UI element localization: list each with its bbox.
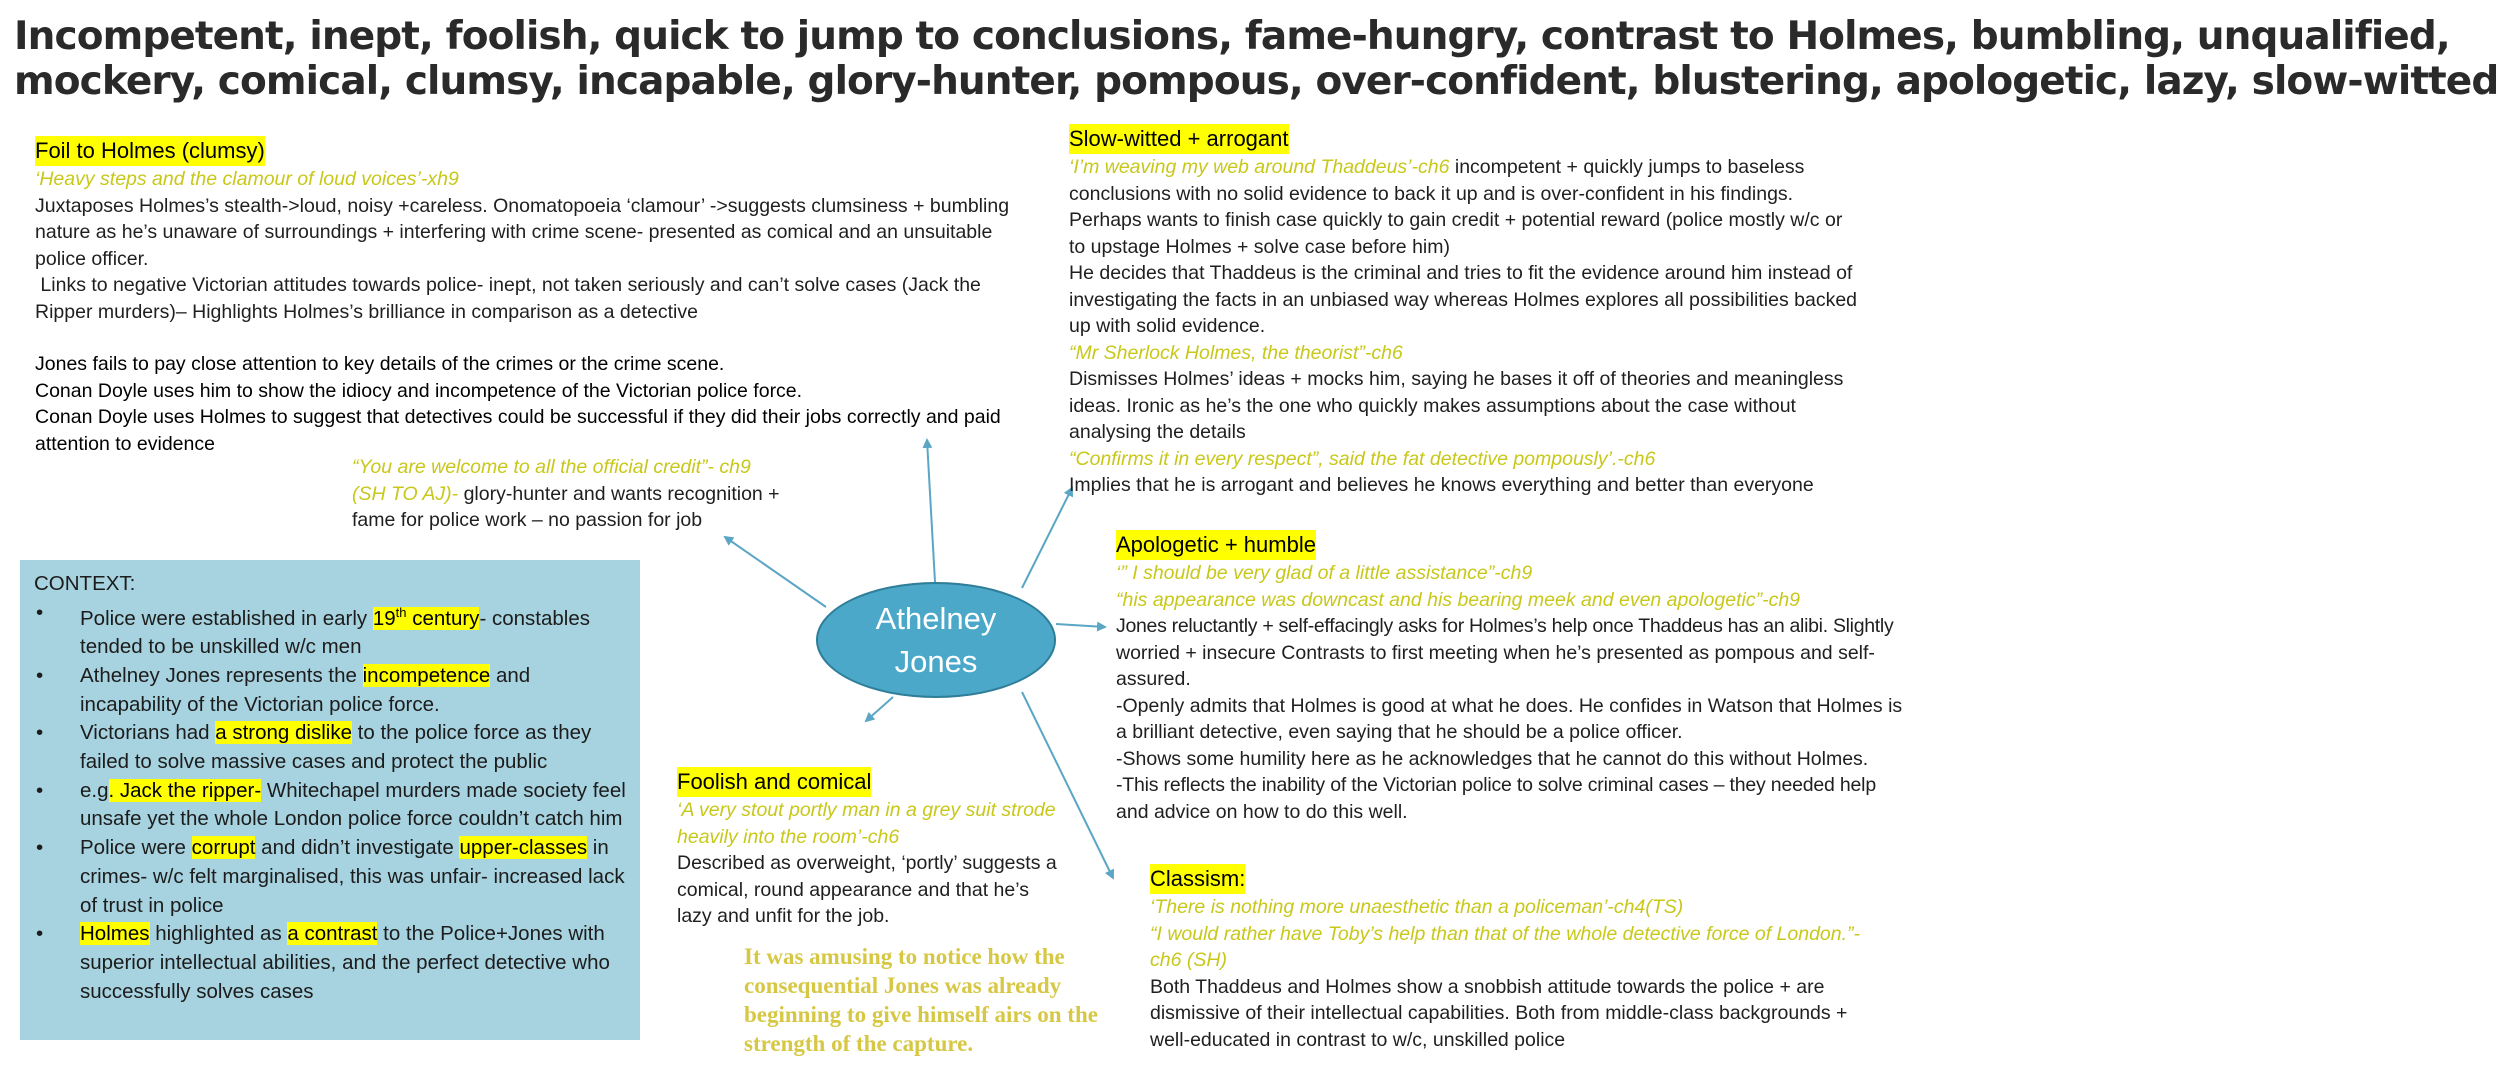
classism-section (1150, 864, 1910, 1053)
context-bullet: • Holmes highlighted as a contrast to the Police+Jones with superior intellectual abilities, and the perfect detective who successfully solves cases (34, 920, 626, 1006)
slow-line: analysing the details (1069, 421, 1246, 443)
foil-summary-line: Jones fails to pay close attention to key details of the crimes or the crime scene. (35, 353, 725, 375)
credit-text-2: fame for police work – no passion for job (352, 509, 703, 531)
slow-quote-2: “Mr Sherlock Holmes, the theorist”-ch6 (1069, 341, 1403, 364)
athelney-jones-bubble (816, 582, 1056, 698)
title-line-2: mockery, comical, clumsy, incapable, glory-hunter, pompous, over-confident, blustering, apologetic, lazy, slow-witted (14, 59, 2498, 104)
foil-line: Links to negative Victorian attitudes towards police- inept, not taken seriously and can’t solve cases (Jack the (35, 274, 981, 296)
classism-line: well-educated in contrast to w/c, unskilled police (1150, 1028, 1566, 1051)
foolish-heading: Foolish and comical (677, 767, 871, 797)
credit-section (352, 454, 822, 534)
apologetic-heading: Apologetic + humble (1116, 530, 1316, 560)
credit-text: glory-hunter and wants recognition + (458, 482, 780, 505)
foil-heading: Foil to Holmes (clumsy) (35, 136, 265, 166)
foil-line: Ripper murders)– Highlights Holmes’s brilliance in comparison as a detective (35, 300, 698, 323)
slow-quote-1: ‘I’m weaving my web around Thaddeus’-ch6 (1069, 156, 1450, 178)
slow-line: Dismisses Holmes’ ideas + mocks him, saying he bases it off of theories and meaningless (1069, 368, 1844, 390)
slow-line: investigating the facts in an unbiased way whereas Holmes explores all possibilities backed (1069, 288, 1858, 311)
foil-line: nature as he’s unaware of surroundings + interfering with crime scene- presented as comical and an unsuitable (35, 221, 993, 243)
apologetic-line: and advice on how to do this well. (1116, 800, 1408, 823)
foolish-line: comical, round appearance and that he’s (677, 878, 1029, 901)
context-bullet: • Athelney Jones represents the incompetence and incapability of the Victorian police force. (34, 662, 626, 719)
apologetic-line: assured. (1116, 668, 1191, 690)
bubble-line-2: Jones (894, 644, 978, 679)
context-bullet: • Police were corrupt and didn’t investigate upper-classes in crimes- w/c felt marginalised, this was unfair- increased lack of trust in police (34, 834, 626, 920)
foolish-line: Described as overweight, ‘portly’ suggests a (677, 852, 1057, 874)
slow-line: conclusions with no solid evidence to back it up and is over-confident in his findings. (1069, 182, 1794, 205)
arrow-to-top (927, 440, 935, 582)
foolish-section (677, 767, 1097, 930)
classism-quote-2: “I would rather have Toby’s help than that of the whole detective force of London.”- (1150, 922, 1861, 945)
credit-quote: “You are welcome to all the official credit”- ch9 (352, 456, 751, 478)
arrow-to-apologetic (1056, 624, 1105, 627)
slow-text: incompetent + quickly jumps to baseless (1449, 156, 1805, 178)
foil-line: police officer. (35, 247, 149, 270)
classism-heading: Classism: (1150, 864, 1245, 894)
amusing-quote: It was amusing to notice how the consequential Jones was already beginning to give himself airs on the strength of the capture. (744, 944, 1098, 1056)
apologetic-line: -Openly admits that Holmes is good at what he does. He confides in Watson that Holmes is (1116, 694, 1903, 717)
foolish-quote: ‘A very stout portly man in a grey suit strode (677, 799, 1056, 821)
slow-line: to upstage Holmes + solve case before him) (1069, 235, 1450, 258)
apologetic-line: -This reflects the inability of the Victorian police to solve criminal cases – they needed help (1116, 774, 1876, 796)
bubble-line-1: Athelney (875, 601, 997, 636)
foolish-line: lazy and unfit for the job. (677, 905, 890, 927)
slow-last-line: Implies that he is arrogant and believes he knows everything and better than everyone (1069, 474, 1814, 496)
credit-attribution: (SH TO AJ)- (352, 482, 459, 505)
title-line-1: Incompetent, inept, foolish, quick to jump to conclusions, fame-hungry, contrast to Holmes, bumbling, unqualified, (14, 14, 2450, 59)
foil-summary-line: Conan Doyle uses Holmes to suggest that detectives could be successful if they did their jobs correctly and paid (35, 406, 1001, 428)
foil-summary-line: attention to evidence (35, 432, 215, 455)
arrow-to-slow-witted (1022, 488, 1072, 588)
slow-line: ideas. Ironic as he’s the one who quickly makes assumptions about the case without (1069, 394, 1796, 417)
apologetic-line: Jones reluctantly + self-effacingly asks for Holmes’s help once Thaddeus has an alibi. Slightly (1116, 615, 1894, 637)
slow-quote-3: “Confirms it in every respect”, said the fat detective pompously’.-ch6 (1069, 447, 1656, 470)
apologetic-line: a brilliant detective, even saying that he should be a police officer. (1116, 721, 1683, 743)
arrow-to-credit (725, 537, 826, 607)
classism-quote-2-cont: ch6 (SH) (1150, 949, 1227, 971)
foil-section (35, 136, 1045, 457)
classism-quote-1: ‘There is nothing more unaesthetic than a policeman’-ch4(TS) (1150, 896, 1684, 918)
slow-witted-heading: Slow-witted + arrogant (1069, 124, 1289, 154)
apologetic-line: -Shows some humility here as he acknowledges that he cannot do this without Holmes. (1116, 747, 1869, 770)
classism-line: dismissive of their intellectual capabilities. Both from middle-class backgrounds + (1150, 1002, 1848, 1024)
arrow-to-foolish (866, 697, 893, 721)
slow-line: Perhaps wants to finish case quickly to gain credit + potential reward (police mostly w/c or (1069, 209, 1843, 231)
foil-quote: ‘Heavy steps and the clamour of loud voices’-xh9 (35, 168, 459, 190)
foil-summary-line: Conan Doyle uses him to show the idiocy and incompetence of the Victorian police force. (35, 379, 803, 402)
slow-line: He decides that Thaddeus is the criminal and tries to fit the evidence around him instead of (1069, 262, 1853, 284)
foil-line: Juxtaposes Holmes’s stealth->loud, noisy +careless. Onomatopoeia ‘clamour’ ->suggests clumsiness + bumbling (35, 194, 1010, 217)
context-list (34, 599, 626, 1007)
apologetic-quote-1: ‘” I should be very glad of a little assistance”-ch9 (1116, 562, 1533, 584)
foolish-quote: heavily into the room’-ch6 (677, 825, 900, 848)
context-heading: CONTEXT: (34, 572, 136, 595)
apologetic-quote-2: “his appearance was downcast and his bearing meek and even apologetic”-ch9 (1116, 588, 1801, 611)
slow-line: up with solid evidence. (1069, 315, 1266, 337)
context-bullet: • Police were established in early 19th century- constables tended to be unskilled w/c men (34, 599, 626, 662)
apologetic-section (1116, 530, 1916, 825)
context-bullet: • e.g. Jack the ripper- Whitechapel murders made society feel unsafe yet the whole London police force couldn’t catch him (34, 777, 626, 834)
context-box (20, 560, 640, 1040)
apologetic-line: worried + insecure Contrasts to first meeting when he’s presented as pompous and self- (1116, 641, 1875, 664)
context-bullet: • Victorians had a strong dislike to the police force as they failed to solve massive cases and protect the public (34, 719, 626, 776)
slow-witted-section (1069, 124, 1919, 499)
classism-line: Both Thaddeus and Holmes show a snobbish attitude towards the police + are (1150, 975, 1825, 998)
